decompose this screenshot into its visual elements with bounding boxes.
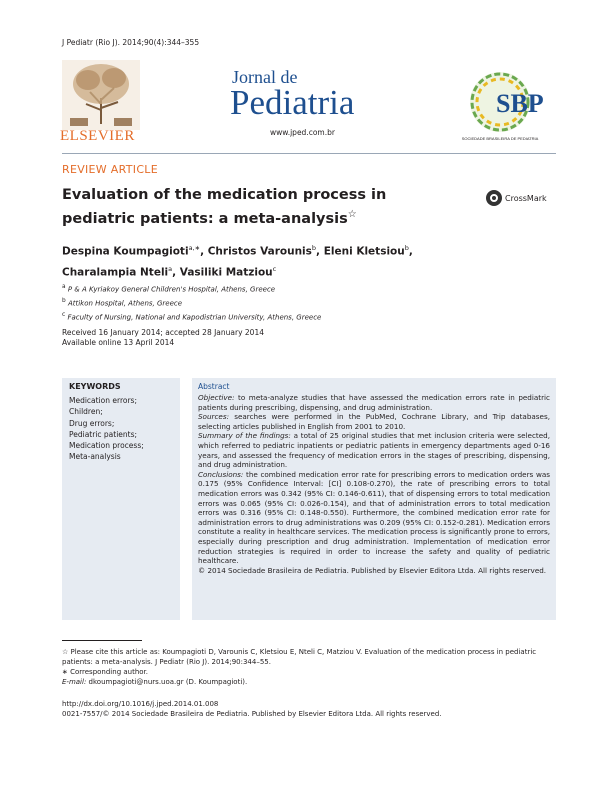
citation-footnote bbox=[62, 647, 556, 667]
elsevier-tree-logo bbox=[62, 60, 140, 130]
corresponding-footnote bbox=[62, 667, 556, 677]
author-name: Despina Koumpagioti bbox=[62, 245, 189, 258]
doi-link[interactable]: http://dx.doi.org/10.1016/j.jped.2014.01.008 bbox=[62, 700, 219, 708]
summary-label: Summary of the findings: bbox=[198, 431, 291, 441]
author-line-2 bbox=[62, 261, 502, 282]
received-date: Received 16 January 2014; accepted 28 January 2014 bbox=[62, 328, 264, 337]
sbp-logo-letters: SBP bbox=[496, 89, 544, 118]
footnote-mark: ∗ bbox=[62, 668, 68, 676]
journal-url-link[interactable]: www.jped.com.br bbox=[270, 128, 335, 137]
abstract-copyright: © 2014 Sociedade Brasileira de Pediatria. Published by Elsevier Editora Ltda. All rights reserved. bbox=[198, 565, 547, 575]
keywords-heading: KEYWORDS bbox=[69, 382, 121, 391]
article-title-text: Evaluation of the medication process in pediatric patients: a meta-analysis bbox=[62, 187, 387, 227]
online-date: Available online 13 April 2014 bbox=[62, 338, 175, 347]
objective-label: Objective: bbox=[198, 393, 235, 402]
crossmark-button[interactable] bbox=[486, 190, 547, 206]
author-affiliation-mark[interactable]: c bbox=[272, 264, 277, 273]
footnote-text: Corresponding author. bbox=[67, 668, 149, 676]
footnote-divider bbox=[62, 640, 142, 641]
objective-text: to meta-analyze studies that have assessed the medication errors rate in pediatric patients during prescribing, dispensing, and drug administration. bbox=[198, 393, 550, 412]
affiliation-item bbox=[62, 310, 321, 324]
sources-text: searches were performed in the PubMed, Cochrane Library, and Trip databases, selecting articles published in English from 2001 to 2010. bbox=[198, 412, 550, 431]
title-footnote-mark[interactable]: ☆ bbox=[347, 209, 357, 220]
journal-name-prefix: Jornal de bbox=[232, 67, 298, 87]
keyword-item: Drug errors; bbox=[69, 418, 115, 428]
keywords-list bbox=[69, 395, 144, 463]
affiliation-text: Attikon Hospital, Athens, Greece bbox=[67, 299, 183, 308]
author-affiliation-mark[interactable]: a bbox=[168, 264, 173, 273]
journal-name: Pediatria bbox=[230, 83, 355, 122]
abstract-conclusions bbox=[198, 470, 550, 566]
abstract-objective bbox=[198, 393, 550, 412]
sources-label: Sources: bbox=[198, 412, 230, 422]
header-divider bbox=[62, 153, 556, 154]
affiliation-mark: c bbox=[62, 311, 66, 318]
keyword-item: Medication errors; bbox=[69, 396, 137, 405]
author-affiliation-mark[interactable]: a,∗ bbox=[188, 244, 201, 252]
author-list bbox=[62, 240, 502, 281]
rights-notice: 0021-7557/© 2014 Sociedade Brasileira de Pediatria. Published by Elsevier Editora Ltda. All rights reserved. bbox=[62, 710, 442, 718]
abstract-summary bbox=[198, 431, 550, 469]
keyword-item: Meta-analysis bbox=[69, 452, 121, 462]
author-separator: , bbox=[172, 266, 180, 278]
affiliation-text: P & A Kyriakoy General Children's Hospital, Athens, Greece bbox=[67, 285, 276, 294]
keyword-item: Pediatric patients; bbox=[69, 429, 138, 439]
article-type: REVIEW ARTICLE bbox=[62, 163, 158, 176]
email-label: E-mail: bbox=[62, 678, 87, 686]
sbp-logo bbox=[460, 66, 548, 146]
abstract-sources bbox=[198, 412, 550, 431]
affiliation-text: Faculty of Nursing, National and Kapodistrian University, Athens, Greece bbox=[67, 312, 322, 321]
keyword-item: Children; bbox=[69, 407, 103, 417]
summary-text: a total of 25 original studies that met inclusion criteria were selected, which referred to pediatric inpatients or pediatric patients in emergency departments aged 0-16 years, and assessed the frequency of medication errors in the stages of prescribing, dispensing, and drug administration. bbox=[198, 431, 550, 470]
author-name: Vasiliki Matziou bbox=[179, 266, 273, 278]
affiliation-item bbox=[62, 282, 321, 296]
author-separator: , bbox=[316, 245, 324, 258]
publisher-name: ELSEVIER bbox=[60, 128, 135, 144]
email-link[interactable]: dkoumpagioti@nurs.uoa.gr (D. Koumpagioti). bbox=[86, 678, 248, 686]
author-affiliation-mark[interactable]: b bbox=[311, 244, 317, 252]
author-affiliation-mark[interactable]: b bbox=[404, 244, 409, 252]
affiliation-mark: a bbox=[62, 284, 66, 290]
author-separator: , bbox=[408, 245, 413, 258]
footnote-text: Please cite this article as: Koumpagioti D, Varounis C, Kletsiou E, Nteli C, Matziou V. Evaluation of the medication process in pediatric patients: a meta-analysis. J Pediatr (Rio J). 2014;90:344–55. bbox=[62, 648, 537, 666]
affiliation-item bbox=[62, 296, 321, 310]
email-footnote bbox=[62, 677, 556, 687]
affiliation-mark: b bbox=[62, 297, 66, 304]
conclusions-label: Conclusions: bbox=[198, 469, 244, 479]
article-title bbox=[62, 186, 442, 229]
author-name: Christos Varounis bbox=[207, 245, 312, 258]
author-name: Charalampia Nteli bbox=[62, 266, 169, 278]
author-separator: , bbox=[200, 245, 208, 258]
abstract-body bbox=[198, 393, 550, 575]
conclusions-text: the combined medication error rate for prescribing errors to medication orders was 0.175 (95% Confidence Interval: [CI] 0.108-0.270), the rate of prescribing errors to total medication errors was 0.342 (95% CI: 0.146-0.611), that of dispensing errors to total medication errors was 0.065 (95% CI: 0.026-0.154), and that of administration errors to total medication errors was 0.316 (95% CI: 0.148-0.550). Furthermore, the combined medication error rate for administration errors to drug administrations was 0.209 (95% CI: 0.152-0.281). Medication errors constitute a reality in healthcare services. The medication process is significantly prone to errors, especially during prescription and drug administration. Implementation of medication error reduction strategies is required in order to increase the safety and quality of pediatric healthcare. bbox=[198, 469, 550, 566]
author-line-1 bbox=[62, 240, 502, 261]
sbp-logo-caption: SOCIEDADE BRASILEIRA DE PEDIATRIA bbox=[461, 136, 539, 141]
crossmark-icon bbox=[486, 190, 502, 206]
journal-citation: J Pediatr (Rio J). 2014;90(4):344–355 bbox=[62, 38, 200, 47]
page-footer bbox=[62, 699, 442, 719]
footnote-mark: ☆ bbox=[62, 648, 69, 656]
abstract-heading: Abstract bbox=[198, 382, 230, 391]
article-dates bbox=[62, 328, 264, 348]
footnotes bbox=[62, 647, 556, 687]
author-name: Eleni Kletsiou bbox=[323, 245, 405, 258]
affiliations bbox=[62, 282, 321, 323]
crossmark-label: CrossMark bbox=[505, 193, 547, 203]
keyword-item: Medication process; bbox=[69, 441, 144, 451]
